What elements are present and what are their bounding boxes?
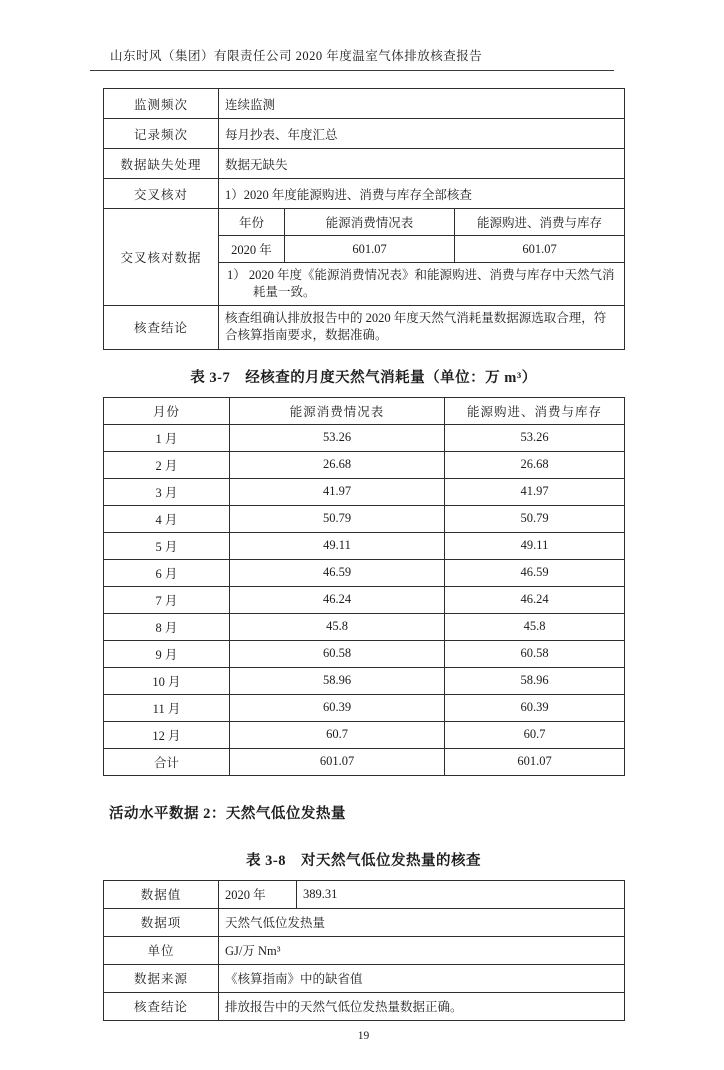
table-row	[104, 721, 625, 748]
value-cell: 50.79	[230, 505, 445, 532]
value-cell: 389.31	[297, 880, 625, 908]
table-row	[104, 936, 625, 964]
row-label: 核查结论	[104, 992, 219, 1020]
month-cell: 2 月	[104, 451, 230, 478]
table-row	[104, 908, 625, 936]
value-cell: 60.7	[230, 721, 445, 748]
row-value: 数据无缺失	[219, 149, 625, 179]
value-cell: 26.68	[445, 451, 625, 478]
conclusion-row	[104, 305, 625, 349]
table-row	[104, 478, 625, 505]
row-label: 记录频次	[104, 119, 219, 149]
value-cell: 53.26	[445, 424, 625, 451]
value-cell: 60.58	[230, 640, 445, 667]
value-cell: 60.39	[445, 694, 625, 721]
month-cell: 3 月	[104, 478, 230, 505]
month-cell: 7 月	[104, 586, 230, 613]
column-header: 能源消费情况表	[285, 209, 455, 236]
header-title: 山东时风（集团）有限责任公司 2020 年度温室气体排放核查报告	[110, 49, 483, 63]
row-value: 1）2020 年度能源购进、消费与库存全部核查	[219, 179, 625, 209]
table-row	[104, 179, 625, 209]
value-cell: 46.59	[230, 559, 445, 586]
page-content	[103, 88, 624, 1042]
table-row	[104, 992, 625, 1020]
month-cell: 5 月	[104, 532, 230, 559]
month-cell: 合计	[104, 748, 230, 775]
monthly-gas-consumption-table	[103, 397, 625, 776]
value-cell: 601.07	[230, 748, 445, 775]
value-cell: 53.26	[230, 424, 445, 451]
table-row	[104, 559, 625, 586]
value-cell: 50.79	[445, 505, 625, 532]
table-header-row	[104, 397, 625, 424]
value-cell: 46.24	[230, 586, 445, 613]
monitoring-table	[103, 88, 625, 350]
value-cell: 45.8	[230, 613, 445, 640]
page-number: 19	[357, 1029, 370, 1042]
value-cell: 45.8	[445, 613, 625, 640]
row-label: 数据缺失处理	[104, 149, 219, 179]
section-heading: 活动水平数据 2：天然气低位发热量	[109, 805, 346, 822]
month-cell: 11 月	[104, 694, 230, 721]
month-cell: 10 月	[104, 667, 230, 694]
column-header: 年份	[219, 209, 285, 236]
value-cell: 58.96	[230, 667, 445, 694]
row-label: 交叉核对数据	[104, 209, 219, 306]
table-row	[104, 667, 625, 694]
table-row	[104, 149, 625, 179]
row-value: 天然气低位发热量	[219, 908, 625, 936]
document-page	[0, 46, 724, 1070]
table-row	[104, 613, 625, 640]
value-cell: 41.97	[230, 478, 445, 505]
value-cell: 49.11	[445, 532, 625, 559]
row-label: 单位	[104, 936, 219, 964]
table-cell: 601.07	[455, 236, 625, 263]
value-cell: 58.96	[445, 667, 625, 694]
value-cell: 60.39	[230, 694, 445, 721]
row-label: 交叉核对	[104, 179, 219, 209]
table-cell: 2020 年	[219, 236, 285, 263]
month-cell: 9 月	[104, 640, 230, 667]
heating-value-table	[103, 880, 625, 1021]
table-row	[104, 451, 625, 478]
row-value: 《核算指南》中的缺省值	[219, 964, 625, 992]
table-row	[104, 694, 625, 721]
table-row	[104, 964, 625, 992]
table-row	[104, 89, 625, 119]
table-row	[104, 586, 625, 613]
row-label: 监测频次	[104, 89, 219, 119]
value-cell: 601.07	[445, 748, 625, 775]
row-value: 排放报告中的天然气低位发热量数据正确。	[219, 992, 625, 1020]
row-label: 数据项	[104, 908, 219, 936]
page-header	[90, 46, 614, 71]
value-cell: 46.24	[445, 586, 625, 613]
month-cell: 8 月	[104, 613, 230, 640]
table-row	[104, 880, 625, 908]
table-row	[104, 532, 625, 559]
column-header: 能源消费情况表	[230, 397, 445, 424]
table-3-8-title: 表 3-8 对天然气低位发热量的核查	[246, 852, 481, 869]
row-value: 核查组确认排放报告中的 2020 年度天然气消耗量数据源选取合理，符合核算指南要求，数据准确。	[219, 305, 625, 349]
month-cell: 6 月	[104, 559, 230, 586]
value-cell: 60.58	[445, 640, 625, 667]
month-cell: 1 月	[104, 424, 230, 451]
value-cell: 26.68	[230, 451, 445, 478]
value-cell: 46.59	[445, 559, 625, 586]
table-3-7-title: 表 3-7 经核查的月度天然气消耗量（单位：万 m³）	[190, 369, 537, 386]
row-value: GJ/万 Nm³	[219, 936, 625, 964]
table-row	[104, 505, 625, 532]
table-row	[104, 748, 625, 775]
value-cell: 49.11	[230, 532, 445, 559]
row-value: 每月抄表、年度汇总	[219, 119, 625, 149]
table-cell: 601.07	[285, 236, 455, 263]
row-value: 连续监测	[219, 89, 625, 119]
year-cell: 2020 年	[219, 880, 297, 908]
column-header: 能源购进、消费与库存	[445, 397, 625, 424]
row-label: 数据值	[104, 880, 219, 908]
value-cell: 60.7	[445, 721, 625, 748]
row-label: 核查结论	[104, 305, 219, 349]
note-text: 1） 2020 年度《能源消费情况表》和能源购进、消费与库存中天然气消耗量一致。	[219, 263, 625, 306]
value-cell: 41.97	[445, 478, 625, 505]
row-label: 数据来源	[104, 964, 219, 992]
column-header: 能源购进、消费与库存	[455, 209, 625, 236]
table-row	[104, 119, 625, 149]
month-cell: 4 月	[104, 505, 230, 532]
table-row	[104, 640, 625, 667]
column-header: 月份	[104, 397, 230, 424]
cross-check-header-row	[104, 209, 625, 236]
month-cell: 12 月	[104, 721, 230, 748]
table-row	[104, 424, 625, 451]
